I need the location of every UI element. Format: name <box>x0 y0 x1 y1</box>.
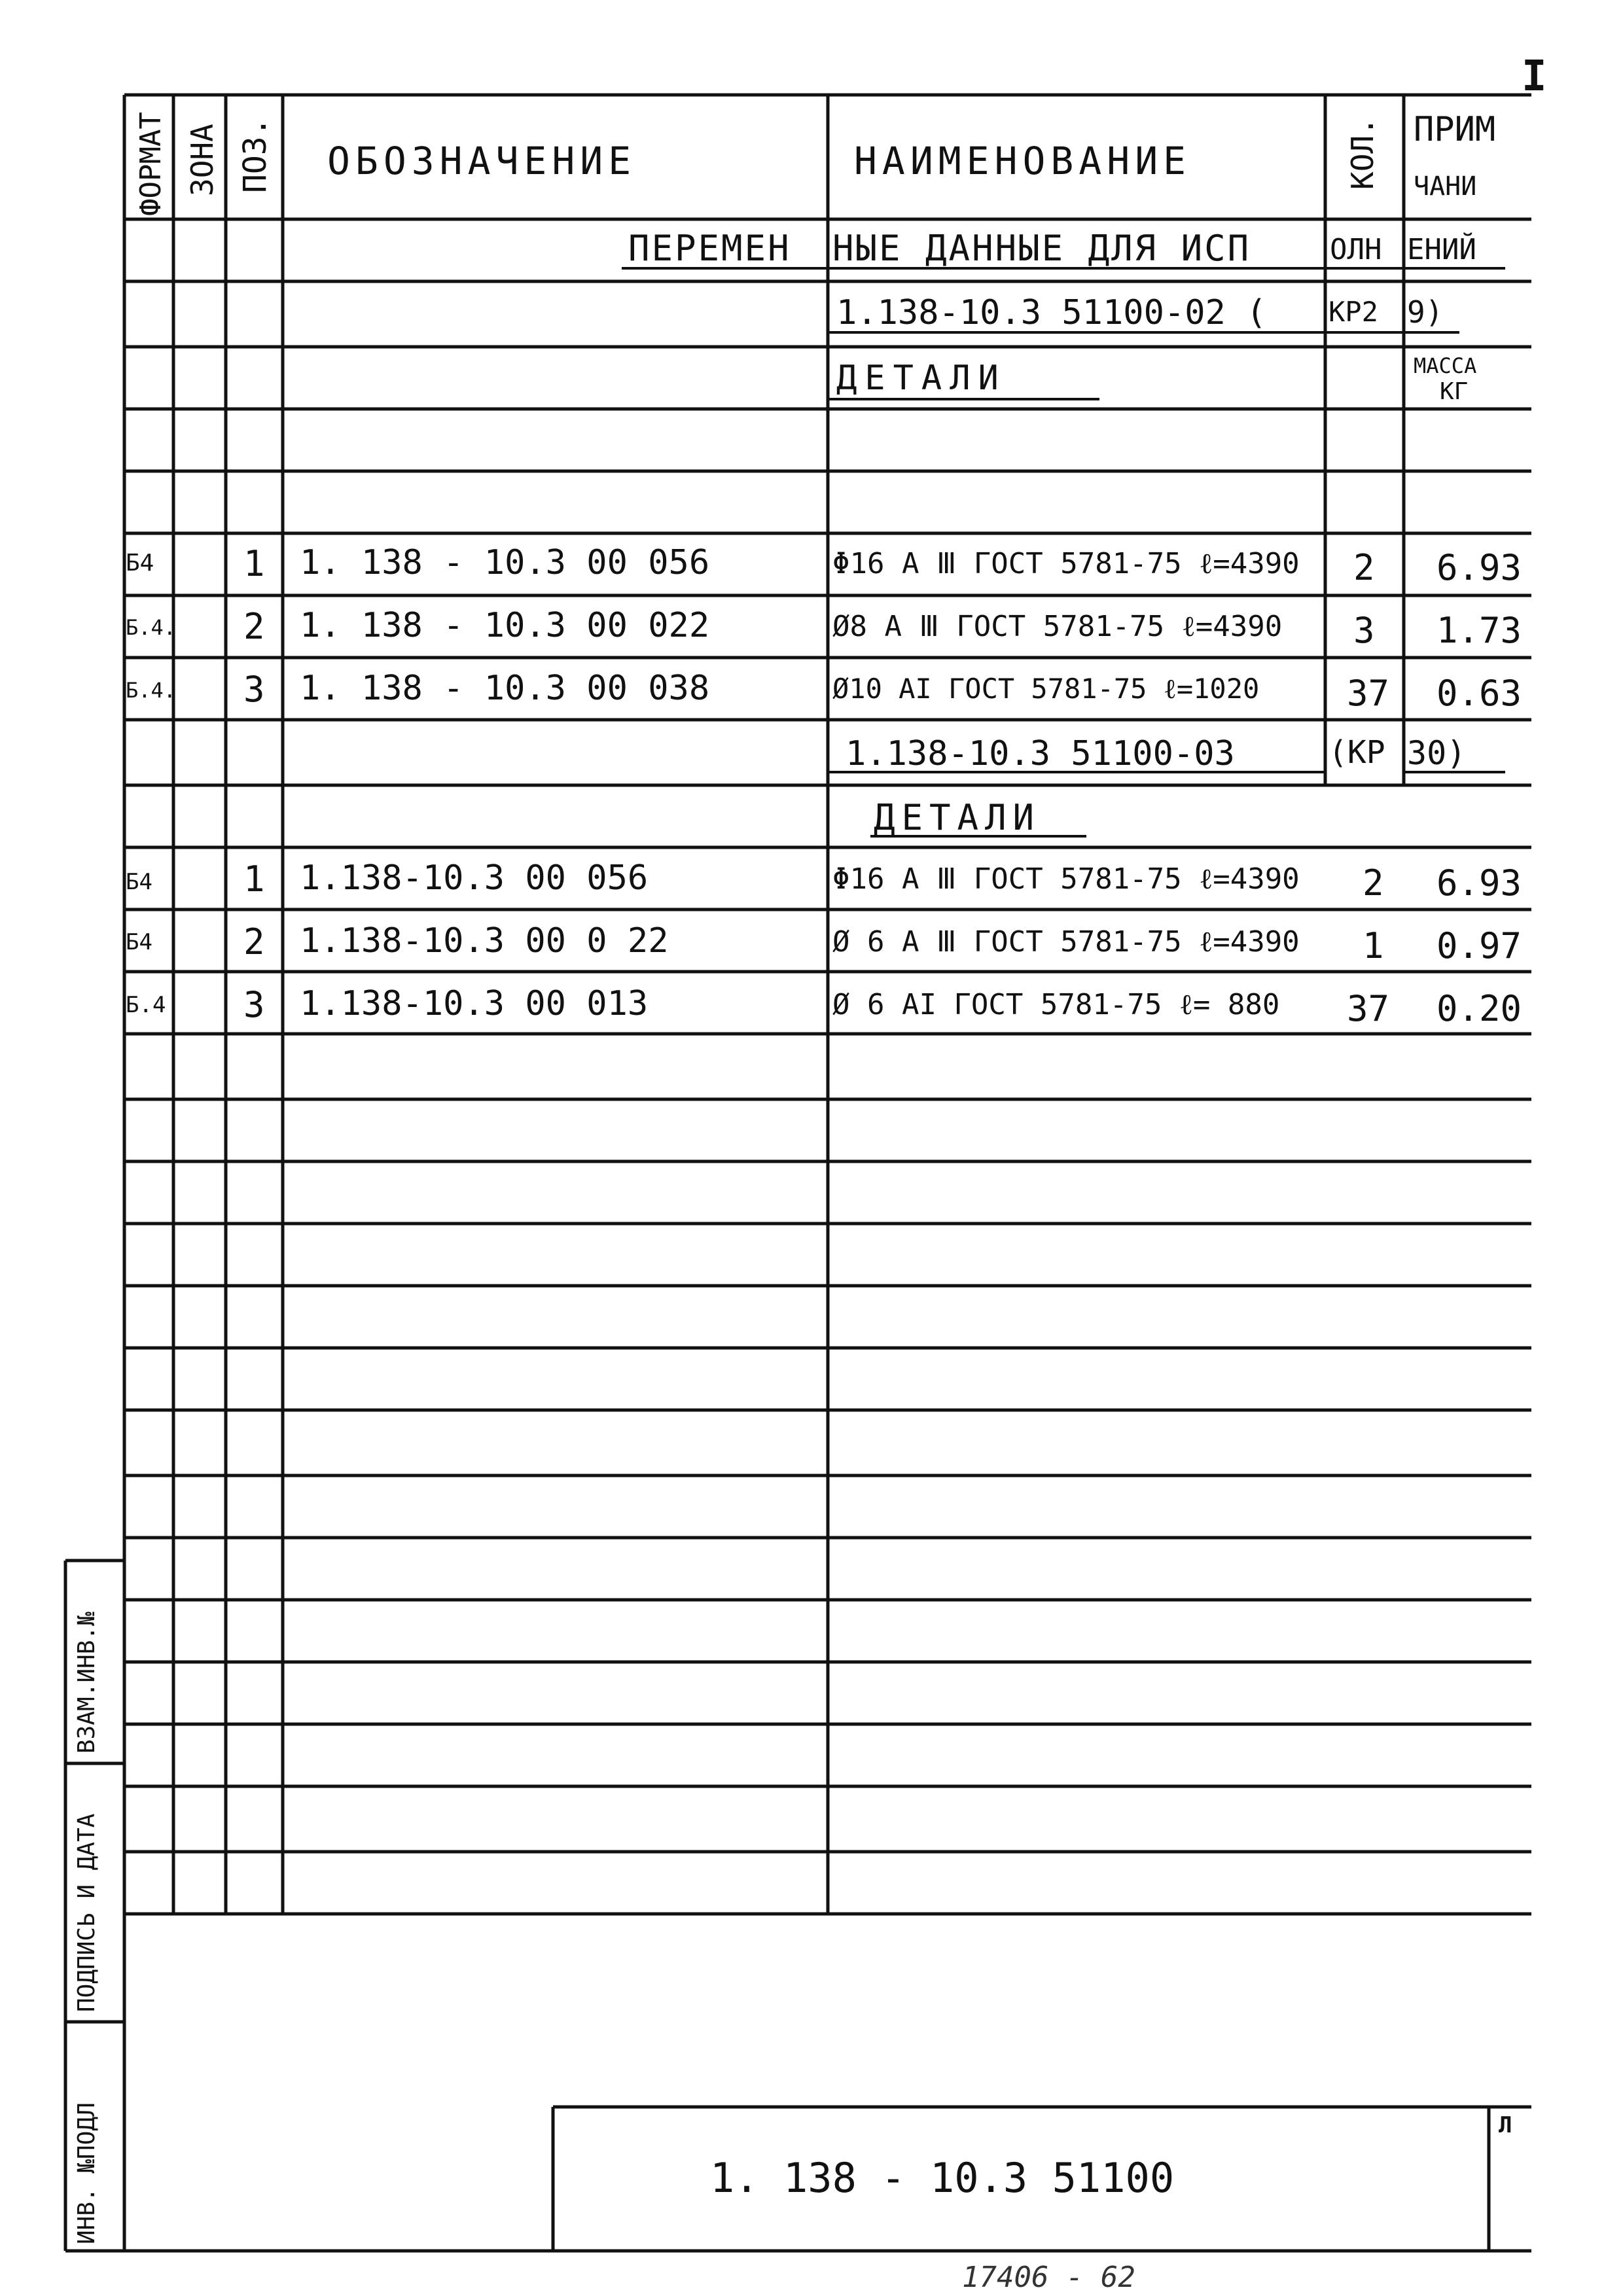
row-mass: 0.97 <box>1436 925 1522 966</box>
header-pos: ПОЗ. <box>237 117 274 193</box>
page-mark: I <box>1522 52 1547 101</box>
row-pos: 2 <box>243 921 265 963</box>
header-note-line1: ПРИМ <box>1414 110 1496 149</box>
row-format: Б.4 <box>126 992 166 1018</box>
section-title-part2: НЫЕ ДАННЫЕ ДЛЯ ИСП <box>832 228 1251 269</box>
row-format: Б.4. <box>126 678 177 703</box>
row-designation: 1. 138 - 10.3 00 056 <box>300 543 710 582</box>
variant-03-kp: (КР <box>1329 734 1385 771</box>
row-mass: 1.73 <box>1436 610 1522 651</box>
header-qty: КОЛ. <box>1345 117 1380 190</box>
row-name: Ø10 АI ГОСТ 5781-75 ℓ=1020 <box>832 673 1260 705</box>
row-mass: 6.93 <box>1436 547 1522 588</box>
row-mass: 0.20 <box>1436 988 1522 1029</box>
side-label-podpis: ПОДПИСЬ И ДАТА <box>73 1813 100 2012</box>
row-mass: 6.93 <box>1436 862 1522 904</box>
details-label-1: ДЕТАЛИ <box>836 359 1007 398</box>
variant-02-close: 9) <box>1407 294 1444 330</box>
header-format: ФОРМАТ <box>134 112 168 216</box>
section-title-part1: ПЕРЕМЕН <box>628 228 791 269</box>
row-format: Б.4. <box>126 615 177 640</box>
row-pos: 1 <box>243 858 265 900</box>
row-name: Φ16 А Ⅲ ГОСТ 5781-75 ℓ=4390 <box>832 547 1300 580</box>
row-pos: 3 <box>243 984 265 1025</box>
row-qty: 37 <box>1347 673 1390 714</box>
header-note-line2: ЧАНИ <box>1414 171 1477 202</box>
row-designation: 1.138-10.3 00 056 <box>300 858 649 898</box>
row-qty: 1 <box>1363 925 1384 966</box>
row-qty: 3 <box>1353 610 1375 651</box>
row-mass: 0.63 <box>1436 673 1522 714</box>
row-name: Ø 6 АI ГОСТ 5781-75 ℓ= 880 <box>832 988 1280 1021</box>
section-title-part3: ОЛН <box>1330 233 1382 266</box>
row-qty: 37 <box>1347 988 1390 1029</box>
row-name: Ø 6 А Ⅲ ГОСТ 5781-75 ℓ=4390 <box>832 925 1300 959</box>
variant-03-close: 30) <box>1407 734 1467 772</box>
header-name: НАИМЕНОВАНИЕ <box>854 139 1192 183</box>
mass-label-line1: МАССА <box>1414 353 1477 378</box>
variant-03-code: 1.138-10.3 51100-03 <box>846 734 1235 773</box>
row-pos: 1 <box>243 543 265 584</box>
title-block-sheet-mark: Л <box>1499 2112 1512 2138</box>
row-name: Ø8 А Ⅲ ГОСТ 5781-75 ℓ=4390 <box>832 610 1283 643</box>
title-block-doc-code: 1. 138 - 10.3 51100 <box>710 2154 1175 2202</box>
row-qty: 2 <box>1353 547 1375 588</box>
section-title-part4: ЕНИЙ <box>1407 233 1476 266</box>
header-designation: ОБОЗНАЧЕНИЕ <box>327 139 637 183</box>
row-format: Б4 <box>126 929 152 955</box>
variant-02-kp: КР2 <box>1329 296 1378 328</box>
row-pos: 3 <box>243 669 265 710</box>
mass-label-line2: КГ <box>1440 378 1469 405</box>
header-zone: ЗОНА <box>185 124 220 196</box>
variant-02-code: 1.138-10.3 51100-02 ( <box>836 293 1267 332</box>
side-label-vzam: ВЗАМ.ИНВ.№ <box>73 1612 100 1754</box>
row-designation: 1.138-10.3 00 0 22 <box>300 921 669 961</box>
footer-note: 17406 - 62 <box>962 2261 1135 2294</box>
side-label-inv-podl: ИНВ. №ПОДЛ <box>73 2102 100 2244</box>
row-name: Φ16 А Ⅲ ГОСТ 5781-75 ℓ=4390 <box>832 862 1300 896</box>
row-designation: 1. 138 - 10.3 00 022 <box>300 606 710 645</box>
details-label-2: ДЕТАЛИ <box>874 797 1041 838</box>
row-designation: 1.138-10.3 00 013 <box>300 984 649 1023</box>
row-format: Б4 <box>126 550 154 576</box>
row-format: Б4 <box>126 869 152 895</box>
row-designation: 1. 138 - 10.3 00 038 <box>300 669 710 708</box>
row-qty: 2 <box>1363 862 1384 904</box>
row-pos: 2 <box>243 606 265 647</box>
